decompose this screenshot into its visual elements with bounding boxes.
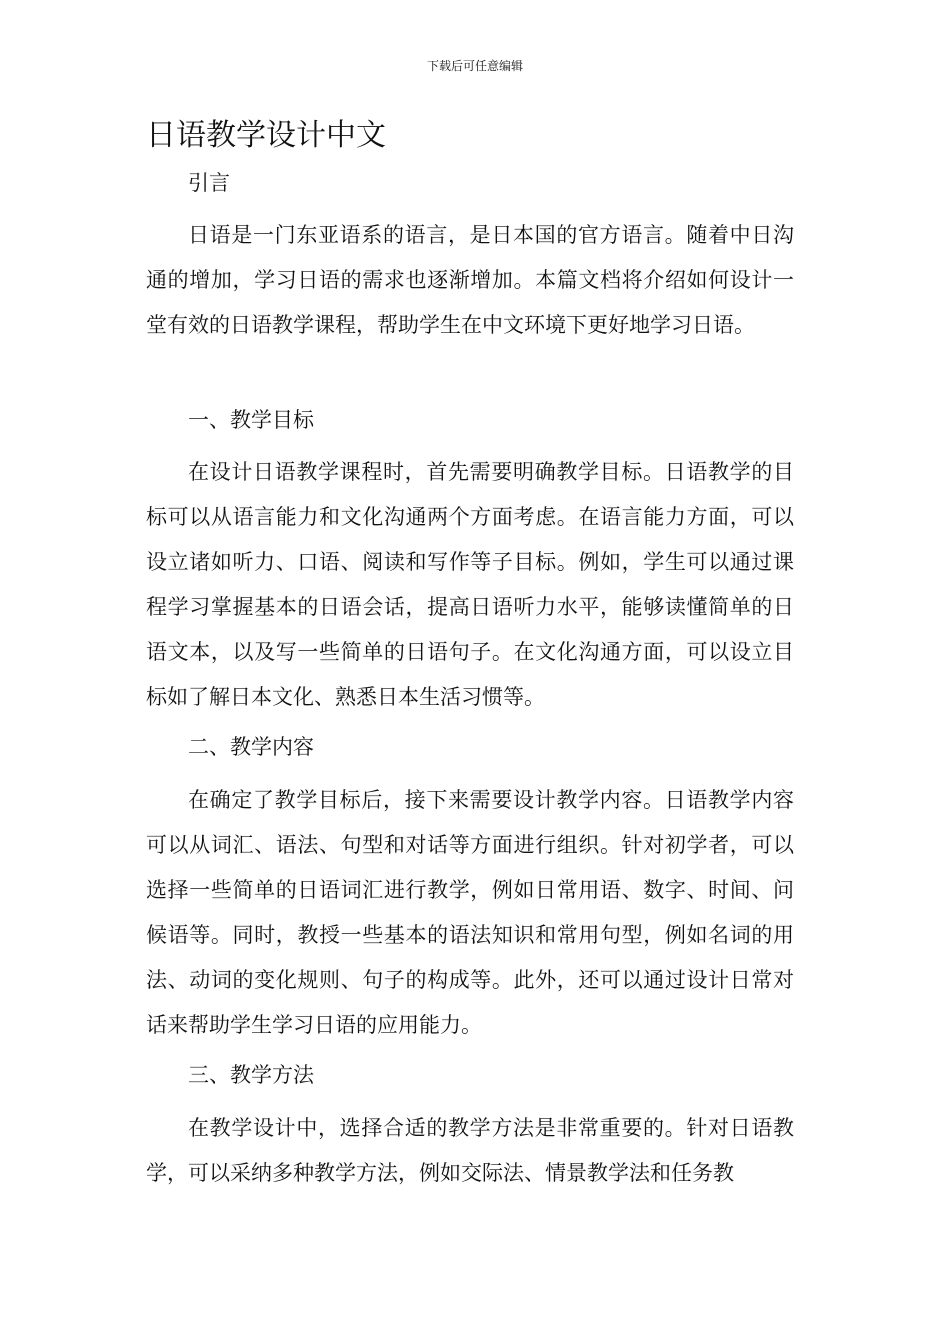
section-heading-content: 二、教学内容: [188, 735, 314, 759]
section-heading-intro: 引言: [188, 171, 230, 195]
section-heading-methods: 三、教学方法: [188, 1063, 314, 1087]
header-note: 下载后可任意编辑: [426, 59, 523, 73]
document-title: 日语教学设计中文: [146, 118, 386, 153]
section-paragraph-intro: 日语是一门东亚语系的语言，是日本国的官方语言。随着中日沟通的增加，学习日语的需求也逐渐增加。本篇文档将介绍如何设计一堂有效的日语教学课程，帮助学生在中文环境下更好地学习日语。: [146, 223, 794, 337]
section-heading-goals: 一、教学目标: [188, 408, 314, 432]
section-paragraph-goals: 在设计日语教学课程时，首先需要明确教学目标。日语教学的目标可以从语言能力和文化沟通两个方面考虑。在语言能力方面，可以设立诸如听力、口语、阅读和写作等子目标。例如，学生可以通过课程学习掌握基本的日语会话，提高日语听力水平，能够读懂简单的日语文本，以及写一些简单的日语句子。在文化沟通方面，可以设立目标如了解日本文化、熟悉日本生活习惯等。: [146, 460, 794, 709]
section-paragraph-methods: 在教学设计中，选择合适的教学方法是非常重要的。针对日语教学，可以采纳多种教学方法，例如交际法、情景教学法和任务教: [146, 1116, 794, 1185]
section-paragraph-content: 在确定了教学目标后，接下来需要设计教学内容。日语教学内容可以从词汇、语法、句型和对话等方面进行组织。针对初学者，可以选择一些简单的日语词汇进行教学，例如日常用语、数字、时间、问候语等。同时，教授一些基本的语法知识和常用句型，例如名词的用法、动词的变化规则、句子的构成等。此外，还可以通过设计日常对话来帮助学生学习日语的应用能力。: [146, 788, 794, 1037]
